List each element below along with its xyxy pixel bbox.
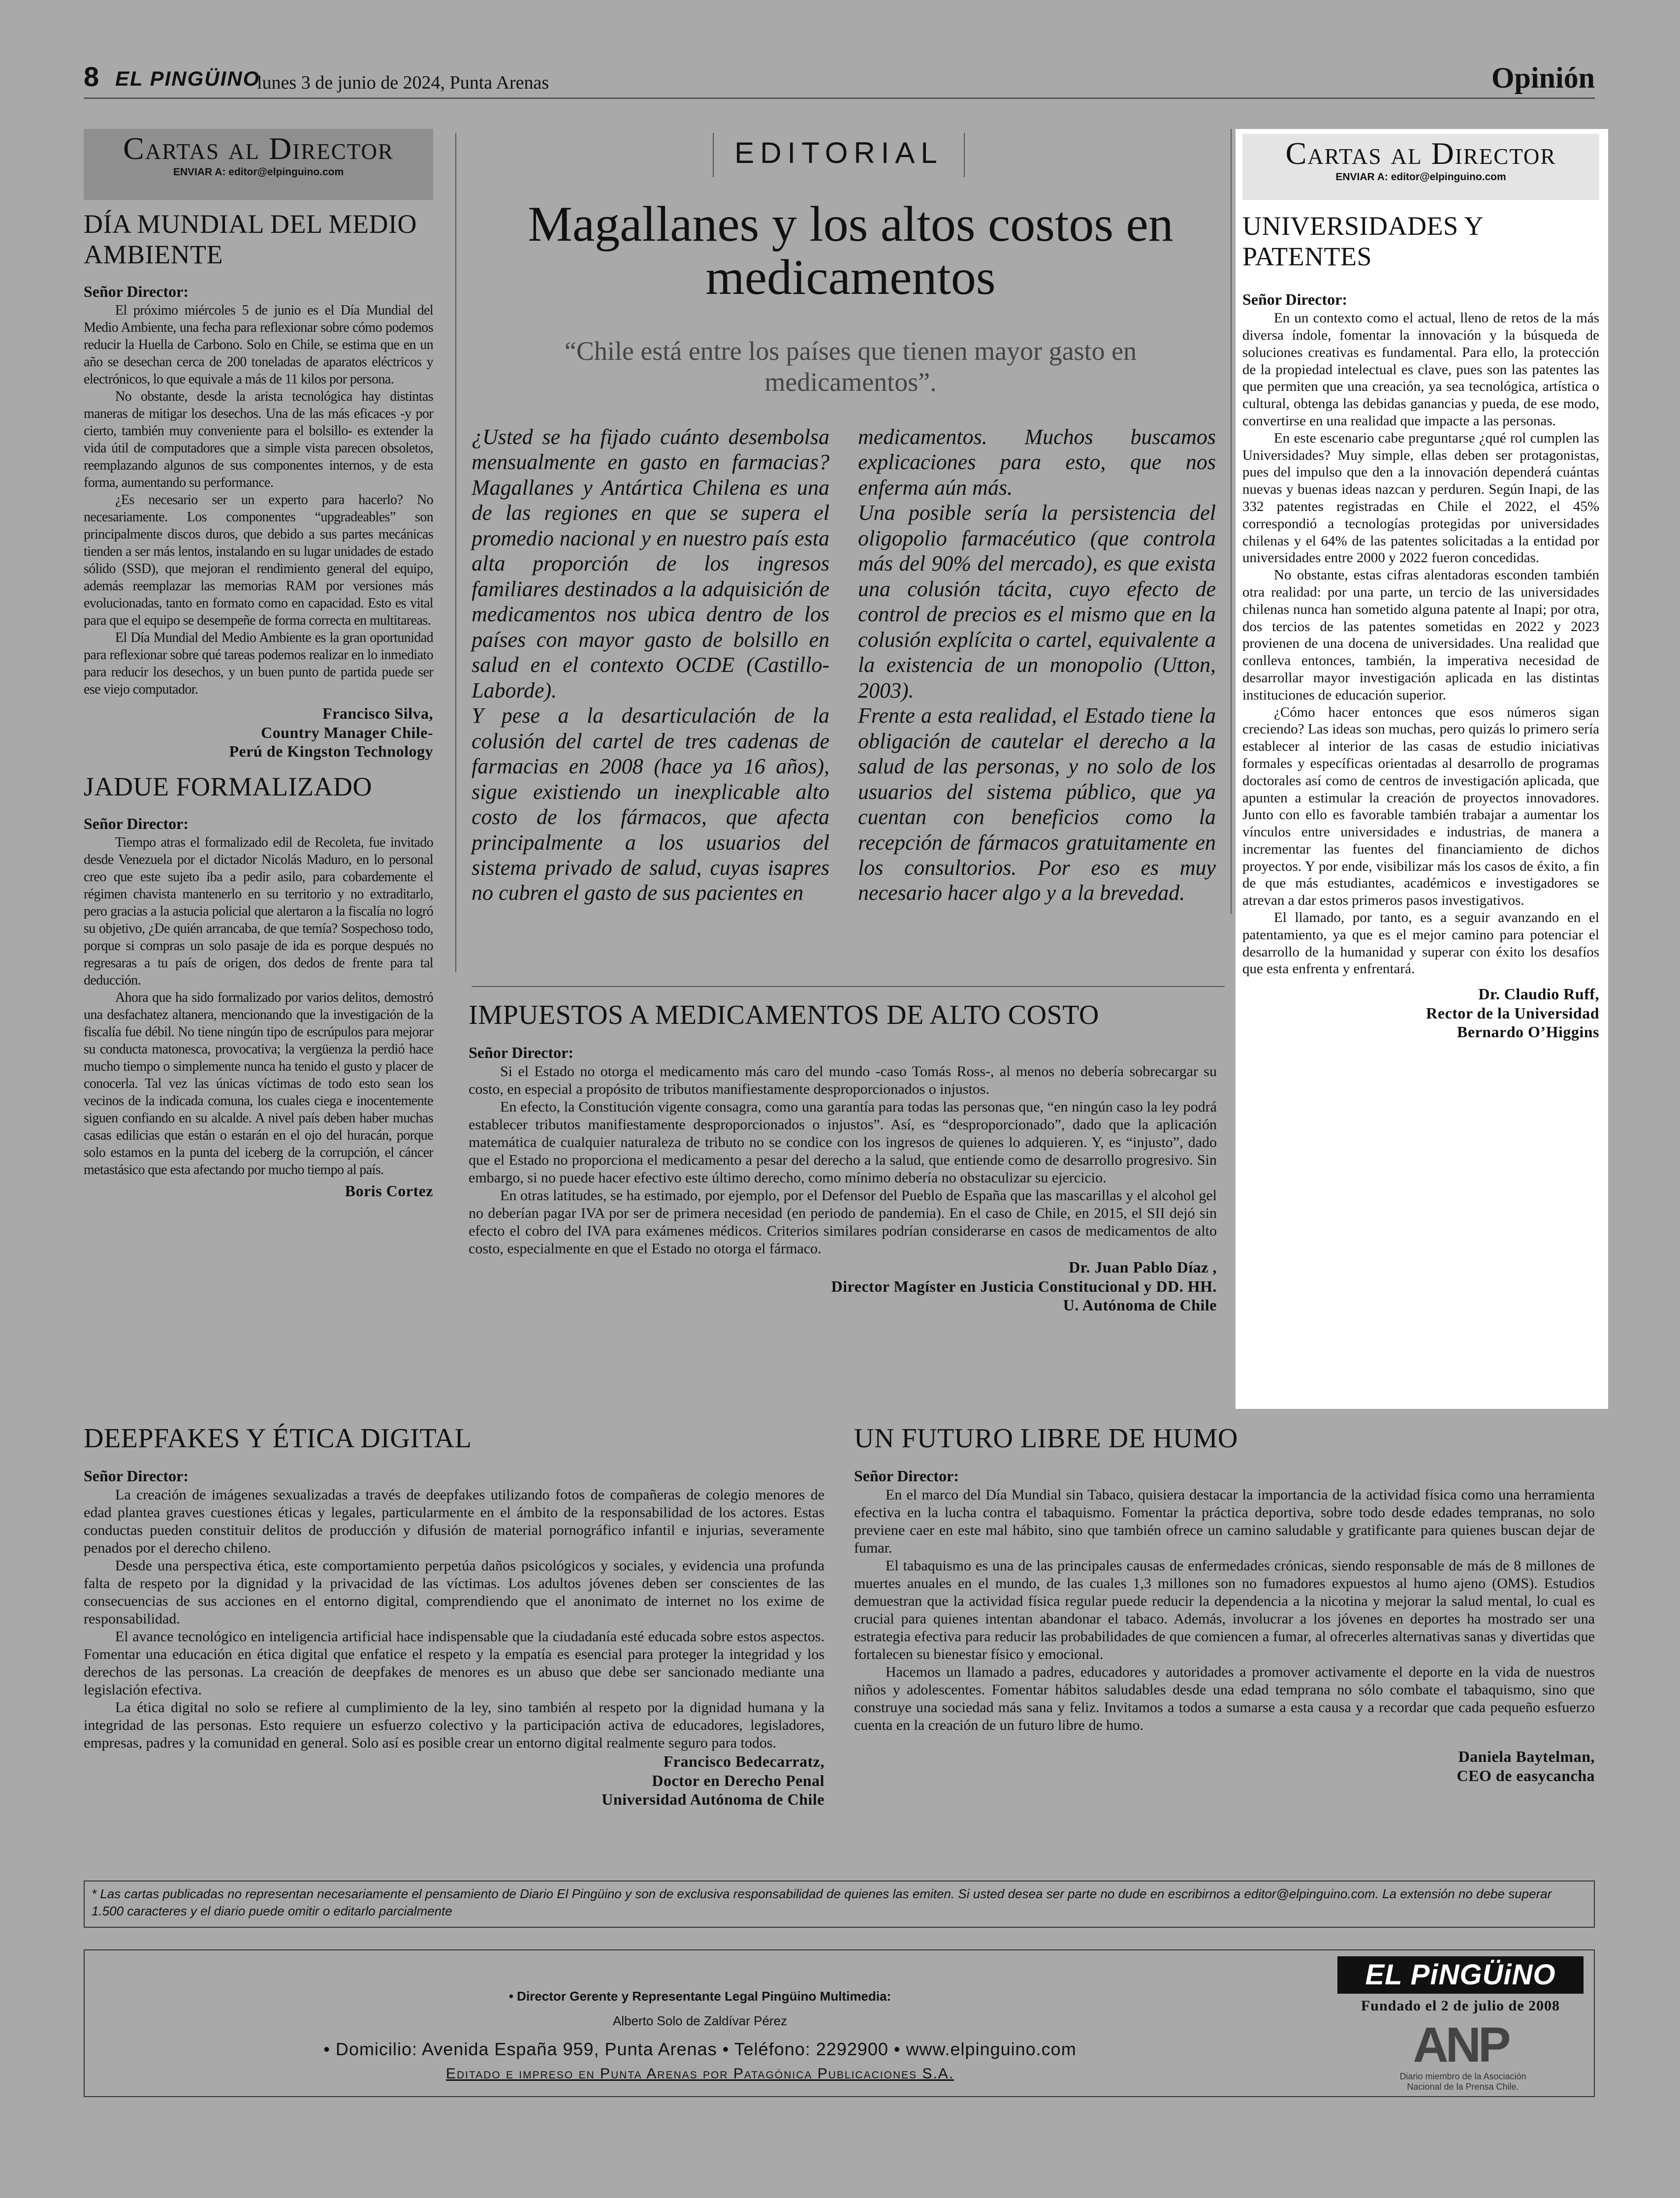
page-header	[84, 63, 1595, 98]
editorial-title: Magallanes y los altos costos en medicamentos	[528, 196, 1173, 306]
signature: Daniela Baytelman, CEO de easycancha	[1457, 1748, 1595, 1784]
cartas-title: Cartas al Director	[123, 131, 394, 166]
letter-headline: JADUE FORMALIZADO	[84, 772, 372, 802]
column-rule	[455, 133, 456, 972]
anp-logo: ANP	[1413, 2017, 1508, 2072]
paper-name: EL PINGÜINO	[115, 67, 260, 90]
footer-address: • Domicilio: Avenida España 959, Punta Arenas • Teléfono: 2292900 • www.elpinguino.com	[323, 2039, 1077, 2059]
right-column	[1242, 134, 1599, 1041]
paragraph: Una posible sería la persistencia del oligopolio farmacéutico (que controla más del 90% del mercado), es que exista una colusión tácita, cuyo efecto de control de precios es el mismo que en la colusión explícita o cartel, equivalente a la existencia de un monopolio (Utton, 2003).	[858, 501, 1216, 702]
footer-box	[84, 1949, 1595, 2097]
page-number: 8	[84, 61, 99, 92]
right-column-box	[1236, 129, 1608, 1409]
director-label: • Director Gerente y Representante Legal Pingüino Multimedia:	[508, 1989, 891, 2004]
paragraph: Tiempo atras el formalizado edil de Recoleta, fue invitado desde Venezuela por el dictador Nicolás Maduro, en lo personal creo que este sujeto iba a pedir asilo, para cobardemente el régimen chavista mantenerlo en su territorio y no extraditarlo, pero gracias a la astucia policial que alertaron a la fiscalía no logró su objetivo, ¿De quién arrancaba, de que temía? Sospechoso todo, porque si compras un solo pasaje de ida es porque después no regresaras a tu país de origen, dos dedos de frente para tal deducción.	[84, 835, 433, 988]
paragraph: Y pese a la desarticulación de la colusión del cartel de tres cadenas de farmacias en 2008 (hace ya 16 años), sigue existiendo un inexplicable alto costo de los fármacos, que afecta principalmente a los usuarios del sistema privado de salud, cuyas isapres no cubren el gasto de sus pacientes en	[472, 703, 829, 905]
letter-body	[84, 1467, 824, 1752]
signature: Francisco Silva, Country Manager Chile- Perú de Kingston Technology	[229, 704, 433, 760]
paragraph: No obstante, estas cifras alentadoras esconden también otra realidad: por una parte, un tercio de las universidades chilenas nunca han sometido alguna patente al Inapi; por otra, dos tercios de las patentes sometidas en 2022 y 2023 provienen de una docena de universidades. Una realidad que conlleva entonces, también, la imperativa necesidad de desarrollar mayor investigación aplicada en las distintas instituciones de educación superior.	[1242, 567, 1599, 703]
paragraph: ¿Cómo hacer entonces que esos números sigan creciendo? Las ideas son muchas, pero quizás lo primero sería establecer al interior de las casas de estudio iniciativas formales y específicas orientadas al desarrollo de programas doctorales así como de centros de investigación aplicada, que apunten a estimular la creación de proyectos innovadores. Junto con ello es favorable también trabajar a aumentar los vínculos entre universidades e industrias, de manera a incrementar las fuentes del financiamiento de dichos proyectos. Y por ende, visibilizar más los casos de éxito, a fin de que más estudiantes, académicos e investigadores se atrevan a dar estos primeros pasos investigativos.	[1242, 704, 1599, 909]
letter-body	[84, 815, 433, 1179]
signature: Boris Cortez	[345, 1182, 433, 1200]
paragraph: La creación de imágenes sexualizadas a través de deepfakes utilizando fotos de compañeras de colegio menores de edad plantea graves cuestiones éticas y legales, particularmente en el ámbito de la responsabilidad de los actores. Estas conductas pueden constituir delitos de producción y difusión de material pornográfico infantil e injurias, severamente penados por el derecho chileno.	[84, 1487, 824, 1557]
letter-headline: IMPUESTOS A MEDICAMENTOS DE ALTO COSTO	[469, 1000, 1099, 1030]
letter-headline: DEEPFAKES Y ÉTICA DIGITAL	[84, 1423, 472, 1454]
editorial	[472, 129, 1225, 995]
deepfakes-letter	[84, 1423, 824, 1809]
paragraph: En un contexto como el actual, lleno de retos de la más diversa índole, fomentar la innovación y la búsqueda de soluciones creativas es fundamental. Para ello, la protección de la propiedad intelectual es clave, pues son las patentes las que permiten que una creación, ya sea tecnológica, artística o cultural, obtenga las debidas ganancias y pueda, de ese modo, convertirse en una realidad que impacte a las personas.	[1242, 310, 1599, 429]
editorial-col-1	[472, 424, 829, 906]
left-column	[84, 129, 433, 1201]
editorial-col-2	[858, 424, 1216, 906]
signature: Dr. Juan Pablo Díaz , Director Magíster en Justicia Constitucional y DD. HH. U. Autónoma de Chile	[831, 1258, 1217, 1314]
disclaimer-text: * Las cartas publicadas no representan necesariamente el pensamiento de Diario El Pingüino y son de exclusiva responsabilidad de quienes las emiten. Si usted desea ser parte no dude en escribirnos a editor@elpinguino.com. La extensión no debe superar 1.500 caracteres y el diario puede omitir o editarlo parcialmente	[92, 1886, 1552, 1919]
section-rule	[472, 986, 1225, 987]
salutation: Señor Director:	[84, 283, 189, 301]
letter-headline: DÍA MUNDIAL DEL MEDIO AMBIENTE	[84, 209, 417, 270]
paragraph: Frente a esta realidad, el Estado tiene la obligación de cautelar el derecho a la salud de las personas, y no solo de los usuarios del sistema público, que ya cuentan con beneficios como la recepción de fármacos gratuitamente en los consultorios. Por eso es muy necesario hacer algo y a la brevedad.	[858, 703, 1216, 905]
signature: Dr. Claudio Ruff, Rector de la Universidad Bernardo O’Higgins	[1426, 985, 1599, 1041]
cartas-title: Cartas al Director	[1285, 136, 1556, 171]
paragraph: Si el Estado no otorga el medicamento más caro del mundo -caso Tomás Ross-, al menos no debería sobrecargar su costo, en especial a propósito de tributos manifiestamente desproporcionados o injustos.	[469, 1063, 1217, 1098]
salutation: Señor Director:	[84, 815, 189, 833]
salutation: Señor Director:	[854, 1467, 959, 1485]
paragraph: El tabaquismo es una de las principales causas de enfermedades crónicas, siendo responsable de más de 8 millones de muertes anuales en el mundo, de las cuales 1,3 millones son no fumadores expuestos al humo ajeno (OMS). Estudios demuestran que la actividad física regular puede reducir la dependencia a la nicotina y mejorar la salud mental, lo cual es crucial para quienes intentan abandonar el tabaco. Además, involucrar a los jóvenes en deportes ha mostrado ser una estrategia efectiva para reducir las probabilidades de que comiencen a fumar, al ofrecerles alternativas sanas y divertidas que fortalecen su bienestar físico y emocional.	[854, 1558, 1595, 1663]
founded-date: Fundado el 2 de julio de 2008	[1361, 1998, 1560, 2014]
salutation: Señor Director:	[1242, 290, 1347, 309]
paragraph: Desde una perspectiva ética, este comportamiento perpetúa daños psicológicos y sociales, y evidencia una profunda falta de respeto por la dignidad y la privacidad de las víctimas. Los adultos jóvenes deben ser conscientes de las consecuencias de sus acciones en el entorno digital, comprendiendo que el anonimato de internet no los exime de responsabilidad.	[84, 1558, 824, 1627]
salutation: Señor Director:	[469, 1044, 573, 1062]
column-rule	[1231, 129, 1232, 914]
letter-headline: UNIVERSIDADES Y PATENTES	[1242, 211, 1483, 272]
letter-body	[854, 1467, 1595, 1734]
section-title: Opinión	[1491, 62, 1595, 94]
paragraph: Hacemos un llamado a padres, educadores y autoridades a promover activamente el deporte en la vida de nuestros niños y adolescentes. Fomentar hábitos saludables desde una edad temprana no sólo combate el tabaquismo, sino que construye una sociedad más sana y feliz. Invitamos a todos a sumarse a esta causa y a recordar que cada pequeño esfuerzo cuenta en la creación de un futuro libre de humo.	[854, 1664, 1595, 1734]
impuestos-letter	[469, 999, 1217, 1315]
paragraph: ¿Es necesario ser un experto para hacerlo? No necesariamente. Los componentes “upgradeables” son principalmente discos duros, que debido a sus partes mecánicas tienden a ser más lentos, instalando en su lugar unidades de estado sólido (SSD), que mejoran el rendimiento general del equipo, además reemplazar las memorias RAM por versiones más evolucionadas, tanto en formato como en capacidad. Esto es vital para que el equipo se desempeñe de forma correcta en multitareas.	[84, 492, 433, 629]
director-name: Alberto Solo de Zaldívar Pérez	[612, 2013, 788, 2028]
paragraph: No obstante, desde la arista tecnológica hay distintas maneras de mitigar los desechos. Una de las más eficaces -y por cierto, también muy conveniente para el bolsillo- es extender la vida útil de computadores que a simple vista parecen obsoletos, reemplazando algunos de sus componentes internos, y de esta forma, aumentando su performance.	[84, 389, 433, 491]
editorial-label: EDITORIAL	[734, 136, 943, 169]
paragraph: La ética digital no solo se refiere al cumplimiento de la ley, sino también al respeto por la dignidad humana y la integridad de las personas. Esto requiere un esfuerzo colectivo y la participación activa de educadores, legisladores, empresas, padres y la comunidad en general. Solo así es posible crear un entorno digital realmente seguro para todos.	[84, 1699, 824, 1752]
humo-letter	[854, 1423, 1595, 1785]
paragraph: Ahora que ha sido formalizado por varios delitos, demostró una desfachatez altanera, mencionando que la investigación de la fiscalía fue débil. No tiene ningún tipo de escrúpulos para mejorar su conducta matonesca, provocativa; la vergüenza la perdió hace mucho tiempo o simplemente nunca ha tenido el gusto y placer de conocerla. Tal vez las únicas víctimas de todo esto sean los vecinos de la indicada comuna, los cuales ciega e inocentemente siguen confiando en su alcalde. A nivel país deben haber muchas casas edilicias que están o estarán en el ojo del huracán, porque solo estamos en la punta del iceberg de la corrupción, el cáncer metastásico que esta afectando por mucho tiempo al país.	[84, 990, 433, 1178]
paragraph: medicamentos. Muchos buscamos explicaciones para esto, que nos enferma aún más.	[858, 425, 1216, 500]
cartas-email: ENVIAR A: editor@elpinguino.com	[173, 166, 344, 178]
footer-printed: Editado e impreso en Punta Arenas por Patagónica Publicaciones S.A.	[445, 2066, 954, 2082]
anp-text: Diario miembro de la Asociación Nacional de la Prensa Chile.	[1399, 2071, 1526, 2092]
paragraph: En este escenario cabe preguntarse ¿qué rol cumplen las Universidades? Muy simple, ellas deben ser protagonistas, pues del impulso que den a la innovación dependerá cuántas nuevas y buenas ideas nazcan y perduren. Según Inapi, de las 332 patentes registradas en Chile el 2022, el 45% correspondió a tecnologías protegidas por universidades chilenas y el 64% de las patentes solicitadas a la entidad por universidades entre 2000 y 2022 fueron concedidas.	[1242, 430, 1599, 566]
paragraph: En otras latitudes, se ha estimado, por ejemplo, por el Defensor del Pueblo de España que las mascarillas y el alcohol gel no deberían pagar IVA por ser de primera necesidad (en periodo de pandemia). En el caso de Chile, en 2015, el SII dejó sin efecto el cobro del IVA para exámenes médicos. Criterios similares podrían considerarse en casos de medicamentos de alto costo, especialmente en que el Estado no otorga el fármaco.	[469, 1187, 1217, 1257]
letter-body	[469, 1044, 1217, 1258]
header-rule	[84, 97, 1595, 99]
footer-logo: EL PiNGÜiNO	[1337, 1956, 1584, 1994]
signature: Francisco Bedecarratz, Doctor en Derecho Penal Universidad Autónoma de Chile	[602, 1752, 824, 1809]
paragraph: El próximo miércoles 5 de junio es el Día Mundial del Medio Ambiente, una fecha para reflexionar sobre cómo podemos reducir la Huella de Carbono. Solo en Chile, se estima que en un año se desechan cerca de 200 toneladas de aparatos eléctricos y electrónicos, lo que equivale a más de 11 kilos por persona.	[84, 303, 433, 387]
cartas-box-right	[1242, 134, 1599, 200]
paragraph: El Día Mundial del Medio Ambiente es la gran oportunidad para reflexionar sobre qué tareas podemos realizar en lo inmediato para reducir los desechos, y un buen punto de partida puede ser ese viejo computador.	[84, 630, 433, 698]
paragraph: En el marco del Día Mundial sin Tabaco, quisiera destacar la importancia de la actividad física como una herramienta efectiva en la lucha contra el tabaquismo. Fomentar la práctica deportiva, sobre todo desde edades tempranas, no solo previene caer en este mal hábito, sino que también ofrece un camino saludable y gratificante para quienes buscan dejar de fumar.	[854, 1487, 1595, 1557]
paragraph: El avance tecnológico en inteligencia artificial hace indispensable que la ciudadanía esté educada sobre estos aspectos. Fomentar una educación en ética digital que enfatice el respeto y la empatía es esencial para proteger la integridad y los derechos de las personas. La creación de deepfakes de menores es un abuso que debe ser sancionado mediante una legislación efectiva.	[84, 1628, 824, 1698]
header-date: lunes 3 de junio de 2024, Punta Arenas	[257, 72, 549, 93]
disclaimer-box	[84, 1880, 1595, 1928]
paragraph: El llamado, por tanto, es a seguir avanzando en el patentamiento, ya que es el mejor camino para potenciar el desarrollo de la humanidad y superar con éxito los desafíos que esta enfrenta y enfrentará.	[1242, 910, 1599, 977]
paragraph: ¿Usted se ha fijado cuánto desembolsa mensualmente en gasto en farmacias? Magallanes y Antártica Chilena es una de las regiones en que se supera el promedio nacional y en nuestro país esta alta proporción de los ingresos familiares destinados a la adquisición de medicamentos nos ubica dentro de los países con mayor gasto de bolsillo en salud en el contexto OCDE (Castillo-Laborde).	[472, 425, 829, 702]
cartas-box-left	[84, 129, 433, 200]
cartas-email: ENVIAR A: editor@elpinguino.com	[1335, 171, 1506, 183]
paragraph: En efecto, la Constitución vigente consagra, como una garantía para todas las personas que, “en ningún caso la ley podrá establecer tributos manifiestamente desproporcionados o injustos”. Así, es “desproporcionado”, dado que la aplicación matemática de cualquier naturaleza de tributo no se condice con los ingresos de quienes lo adquieren. Y, es “injusto”, dado que el Estado no proporciona el medicamento a pesar del derecho a la salud, que entiende como de desarrollo progresivo. Sin embargo, si no puede hacer efectivo este último derecho, como mínimo debería no obstaculizar su ejercicio.	[469, 1099, 1217, 1186]
editorial-quote: “Chile está entre los países que tienen mayor gasto en medicamentos”.	[564, 336, 1137, 397]
salutation: Señor Director:	[84, 1467, 189, 1485]
letter-body	[1242, 290, 1599, 978]
letter-body	[84, 283, 433, 698]
letter-headline: UN FUTURO LIBRE DE HUMO	[854, 1423, 1238, 1454]
